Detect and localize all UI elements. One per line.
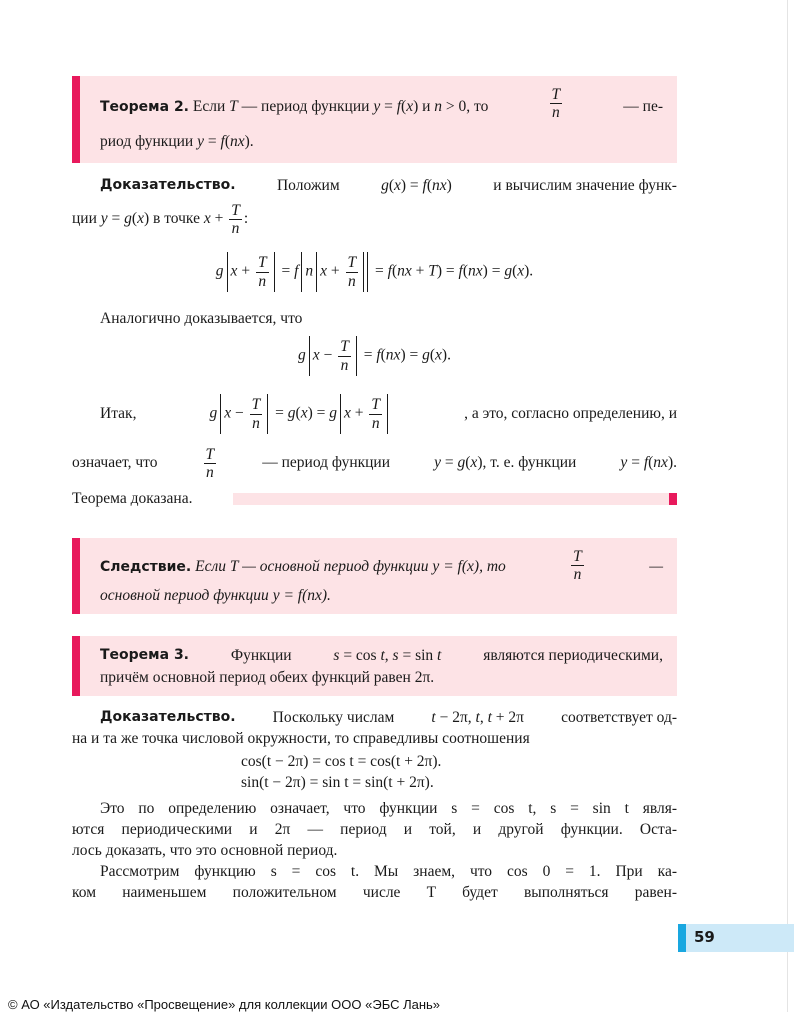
theorem-2-box bbox=[72, 76, 677, 163]
proof-2-line-1: Доказательство. Поскольку числам t − 2π, t, t + 2π соответствует од- bbox=[100, 708, 677, 728]
proof-1-line-1: Доказательство. Положим g(x) = f(nx) и вычислим значение функ- bbox=[100, 176, 677, 196]
corollary-line-2: основной период функции y = f(nx). bbox=[100, 587, 331, 604]
end-of-proof-bar bbox=[233, 493, 669, 505]
theorem-2-line-1: Теорема 2. Если T — период функции y = f(x) и n > 0, то $\frac{T}{n}$ — пе- bbox=[100, 86, 663, 122]
theorem-proved: Теорема доказана. bbox=[72, 490, 193, 507]
theorem-2-label: Теорема 2. bbox=[100, 99, 190, 116]
page-number: 59 bbox=[694, 928, 715, 946]
theorem-3-line-2: причём основной период обеих функций равен 2π. bbox=[100, 669, 435, 686]
corollary-box bbox=[72, 538, 677, 614]
formula-cos: cos(t − 2π) = cos t = cos(t + 2π). bbox=[241, 753, 442, 770]
page-edge bbox=[787, 0, 788, 1012]
theorem-3-label: Теорема 3. bbox=[100, 647, 190, 663]
itak-line-2: означает, что $\frac{T}{n}$ — период функции y = g(x), т. е. функции y = f(nx). bbox=[72, 446, 677, 482]
para-def-line-1: Это по определению означает, что функции s = cos t, s = sin t явля- bbox=[100, 800, 677, 817]
analog-text: Аналогично доказывается, что bbox=[100, 310, 303, 327]
theorem-2-line-2: риод функции y = f(nx). bbox=[100, 133, 254, 150]
formula-g-shift: g x + $\frac{T}{n}$ = f n x + $\frac{T}{n}$ = f(nx + T) = f(nx) = g(x). bbox=[72, 252, 677, 292]
page-number-mark bbox=[678, 924, 686, 952]
proof-2-label: Доказательство. bbox=[100, 709, 236, 725]
proof-1-line-2: ции y = g(x) в точке x + $\frac{T}{n}$ : bbox=[72, 202, 249, 238]
copyright-footer: © АО «Издательство «Просвещение» для коллекции ООО «ЭБС Лань» bbox=[8, 997, 441, 1012]
proof-label: Доказательство. bbox=[100, 177, 236, 193]
para-consider-line-1: Рассмотрим функцию s = cos t. Мы знаем, что cos 0 = 1. При ка- bbox=[100, 863, 677, 880]
formula-g-minus: g x − $\frac{T}{n}$ = f(nx) = g(x). bbox=[72, 336, 677, 376]
theorem-3-box bbox=[72, 636, 677, 696]
formula-sin: sin(t − 2π) = sin t = sin(t + 2π). bbox=[241, 774, 434, 791]
end-of-proof-mark bbox=[669, 493, 677, 505]
corollary-line-1: Следствие. Если T — основной период функции y = f(x), то $\frac{T}{n}$ — bbox=[100, 548, 663, 584]
corollary-label: Следствие. bbox=[100, 559, 192, 576]
para-consider-line-2: ком наименьшем положительном числе T будет выполняться равен- bbox=[72, 884, 677, 901]
theorem-3-line-1: Теорема 3. Функции s = cos t, s = sin t являются периодическими, bbox=[100, 646, 663, 666]
para-def-line-3: лось доказать, что это основной период. bbox=[72, 842, 338, 859]
fraction-t-over-n: $\frac{T}{n}$ bbox=[551, 86, 561, 122]
para-def-line-2: ются периодическими и 2π — период и той, и другой функции. Оста- bbox=[72, 821, 677, 838]
itak-line-1: Итак, g x − $\frac{T}{n}$ = g(x) = g x + $\frac{T}{n}$ , а это, согласно определению, и bbox=[100, 394, 677, 434]
proof-2-line-2: на и та же точка числовой окружности, то справедливы соотношения bbox=[72, 730, 530, 747]
